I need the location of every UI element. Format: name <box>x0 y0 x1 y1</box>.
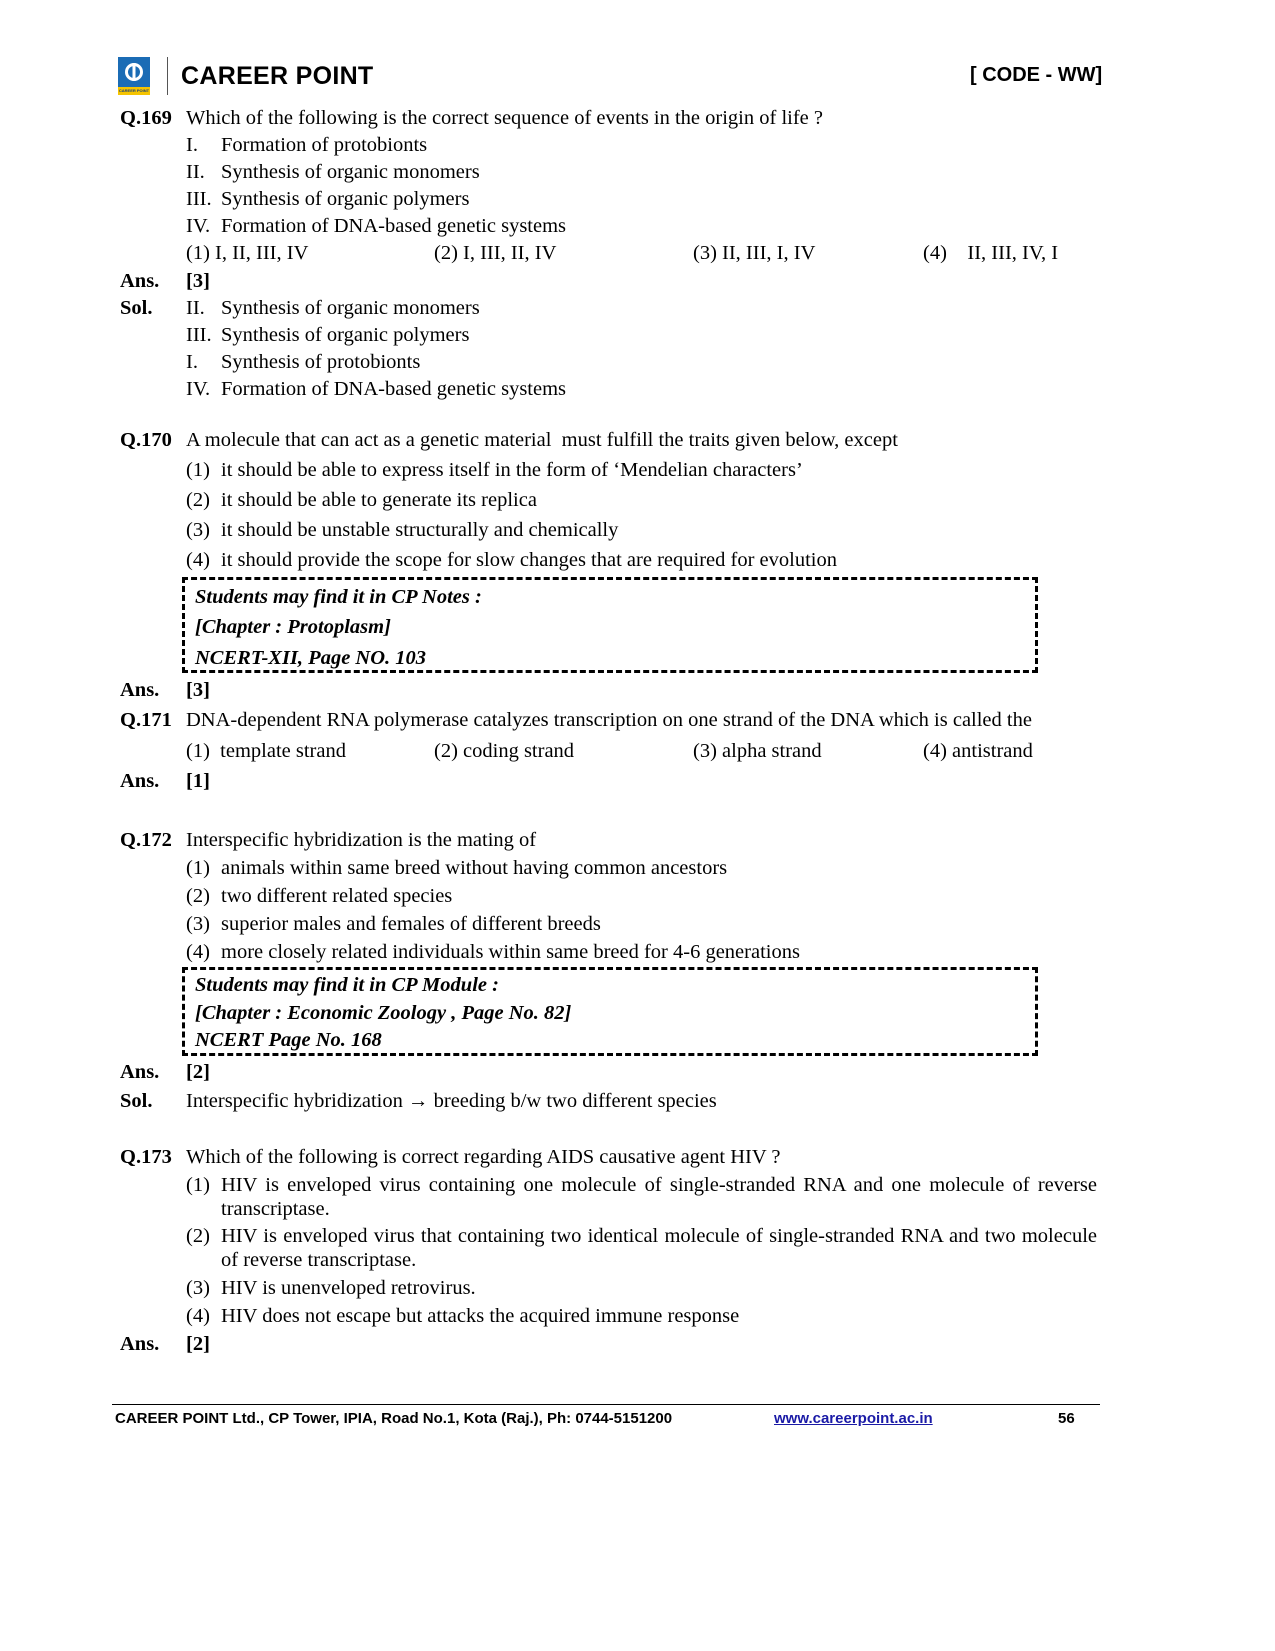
question-text: Interspecific hybridization is the mating of <box>186 829 537 851</box>
brand-name: CAREER POINT <box>181 62 374 90</box>
answer-option: (1) template strand <box>186 740 346 762</box>
footer-address: CAREER POINT Ltd., CP Tower, IPIA, Road No.1, Kota (Raj.), Ph: 0744-5151200 <box>115 1410 673 1427</box>
list-item-text: Synthesis of organic polymers <box>221 188 470 210</box>
answer-option: (4) II, III, IV, I <box>923 242 1059 264</box>
answer-label: Ans. <box>120 1061 160 1083</box>
answer-option: (2) coding strand <box>434 740 575 762</box>
question-number: Q.169 <box>120 107 172 129</box>
solution-item-number: IV. <box>186 378 211 400</box>
solution-item-number: I. <box>186 351 198 373</box>
option-number: (4) <box>186 1305 210 1327</box>
question-text: Which of the following is correct regarding AIDS causative agent HIV ? <box>186 1146 781 1168</box>
option-number: (1) <box>186 459 210 481</box>
answer-option: (4) antistrand <box>923 740 1033 762</box>
question-number: Q.172 <box>120 829 172 851</box>
solution-label: Sol. <box>120 1090 153 1112</box>
option-number: (4) <box>186 941 210 963</box>
question-number: Q.173 <box>120 1146 172 1168</box>
answer-label: Ans. <box>120 679 160 701</box>
option-number: (4) <box>186 549 210 571</box>
question-number: Q.170 <box>120 429 172 451</box>
question-text: Which of the following is the correct sequence of events in the origin of life ? <box>186 107 823 129</box>
option-text: it should be able to generate its replica <box>221 489 537 511</box>
reference-line: Students may find it in CP Module : <box>195 974 499 996</box>
solution-item-number: II. <box>186 297 205 319</box>
option-number: (2) <box>186 885 210 907</box>
list-item-number: II. <box>186 161 205 183</box>
footer-website-link[interactable]: www.careerpoint.ac.in <box>774 1410 933 1427</box>
solution-label: Sol. <box>120 297 153 319</box>
reference-line: NCERT Page No. 168 <box>195 1029 382 1051</box>
option-text: HIV is enveloped virus that containing two identical molecule of single-stranded RNA and two molecule of reverse transcriptase. <box>221 1225 1097 1271</box>
answer-value: [2] <box>186 1333 210 1355</box>
option-number: (3) <box>186 913 210 935</box>
reference-line: NCERT-XII, Page NO. 103 <box>195 647 427 669</box>
solution-item-text: Synthesis of organic monomers <box>221 297 480 319</box>
list-item-text: Synthesis of organic monomers <box>221 161 480 183</box>
list-item-text: Formation of protobionts <box>221 134 428 156</box>
footer-rule <box>112 1404 1100 1405</box>
logo-caption: CAREER POINT <box>118 88 150 93</box>
reference-line: [Chapter : Protoplasm] <box>195 616 391 638</box>
list-item-number: III. <box>186 188 212 210</box>
reference-line: [Chapter : Economic Zoology , Page No. 82] <box>195 1002 572 1024</box>
career-point-logo <box>118 57 150 95</box>
option-text: it should be unstable structurally and chemically <box>221 519 619 541</box>
option-text: it should be able to express itself in the form of ‘Mendelian characters’ <box>221 459 803 481</box>
answer-option: (1) I, II, III, IV <box>186 242 309 264</box>
answer-label: Ans. <box>120 770 160 792</box>
option-text: it should provide the scope for slow changes that are required for evolution <box>221 549 837 571</box>
answer-option: (3) II, III, I, IV <box>693 242 816 264</box>
solution-item-number: III. <box>186 324 212 346</box>
question-text: A molecule that can act as a genetic material must fulfill the traits given below, except <box>186 429 898 451</box>
option-number: (2) <box>186 1225 210 1247</box>
answer-option: (3) alpha strand <box>693 740 822 762</box>
option-text: HIV does not escape but attacks the acquired immune response <box>221 1305 740 1327</box>
answer-label: Ans. <box>120 1333 160 1355</box>
question-text: DNA-dependent RNA polymerase catalyzes transcription on one strand of the DNA which is called the <box>186 709 1032 731</box>
option-text: two different related species <box>221 885 453 907</box>
option-number: (2) <box>186 489 210 511</box>
option-text: superior males and females of different breeds <box>221 913 601 935</box>
answer-value: [3] <box>186 679 210 701</box>
option-text: HIV is unenveloped retrovirus. <box>221 1277 476 1299</box>
reference-line: Students may find it in CP Notes : <box>195 586 482 608</box>
option-number: (1) <box>186 857 210 879</box>
question-number: Q.171 <box>120 709 172 731</box>
reference-box <box>182 967 1038 1056</box>
page-number: 56 <box>1058 1410 1075 1427</box>
list-item-number: IV. <box>186 215 211 237</box>
option-text: HIV is enveloped virus containing one molecule of single-stranded RNA and one molecule of reverse transcriptase. <box>221 1174 1097 1220</box>
header-divider <box>167 57 168 95</box>
answer-value: [3] <box>186 270 210 292</box>
answer-label: Ans. <box>120 270 160 292</box>
option-number: (3) <box>186 1277 210 1299</box>
reference-box <box>182 577 1038 673</box>
paper-code: [ CODE - WW] <box>970 64 1103 86</box>
solution-item-text: Formation of DNA-based genetic systems <box>221 378 567 400</box>
list-item-number: I. <box>186 134 198 156</box>
answer-value: [2] <box>186 1061 210 1083</box>
answer-option: (2) I, III, II, IV <box>434 242 557 264</box>
option-number: (3) <box>186 519 210 541</box>
solution-item-text: Synthesis of organic polymers <box>221 324 470 346</box>
solution-item-text: Synthesis of protobionts <box>221 351 421 373</box>
option-text: more closely related individuals within same breed for 4-6 generations <box>221 941 800 963</box>
list-item-text: Formation of DNA-based genetic systems <box>221 215 567 237</box>
option-number: (1) <box>186 1174 210 1196</box>
option-text: animals within same breed without having common ancestors <box>221 857 728 879</box>
answer-value: [1] <box>186 770 210 792</box>
solution-text: Interspecific hybridization → breeding b/w two different species <box>186 1090 717 1112</box>
